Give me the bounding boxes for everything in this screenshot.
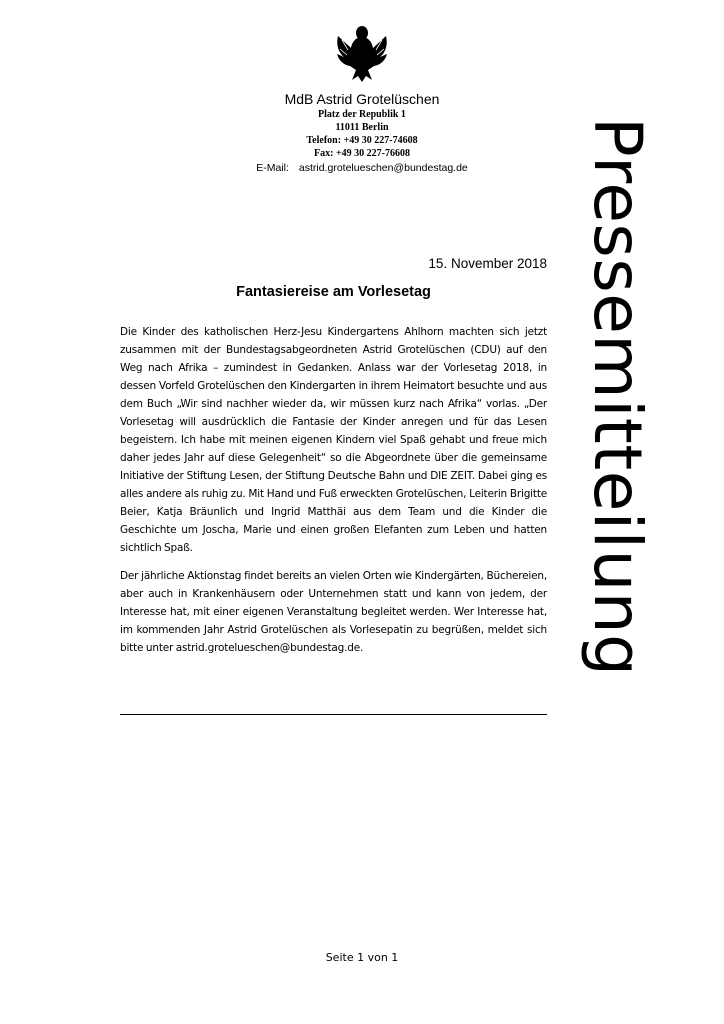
- letterhead: [200, 90, 524, 175]
- email-address: astrid.grotelueschen@bundestag.de: [298, 162, 468, 174]
- page-number: Seite 1 von 1: [325, 951, 399, 964]
- sender-city: 11011 Berlin: [335, 122, 389, 133]
- release-date: 15. November 2018: [428, 256, 547, 271]
- headline: Fantasiereise am Vorlesetag: [236, 284, 431, 300]
- paragraph-1: Die Kinder des katholischen Herz-Jesu Kindergartens Ahlhorn machten sich jetzt zusammen mit der Bundestagsabgeordneten Astrid Grotelüschen (CDU) auf den Weg nach Afrika – zumindest in Gedanken. Anlass war der Vorlesetag 2018, in dessen Vorfeld Grotelüschen den Kindergarten in ihrem Heimatort besuchte und aus dem Buch „Wir sind nachher wieder da, wir müssen kurz nach Afrika“ vorlas. „Der Vorlesetag will ausdrücklich die Fantasie der Kinder anregen und für das Lesen begeistern. Ich habe mit meinen eigenen Kindern viel Spaß gehabt und freue mich daher jedes Jahr auf diese Gelegenheit“ so die Abgeordnete über die gemeinsame Initiative der Stiftung Lesen, der Stiftung Deutsche Bahn und DIE ZEIT. Dabei ging es alles andere als ruhig zu. Mit Hand und Fuß erweckten Grotelüschen, Leiterin Brigitte Beier, Katja Bräunlich und Ingrid Matthäi aus dem Team und die Kinder die Geschichte um Joscha, Marie und einen großen Elefanten zum Leben und hatten sichtlich Spaß.: [120, 326, 547, 554]
- email-label: E-Mail:: [256, 162, 289, 174]
- press-release-body: [120, 323, 547, 657]
- paragraph-2: Der jährliche Aktionstag findet bereits an vielen Orten wie Kindergärten, Büchereien, aber auch in Krankenhäusern oder Unternehmen statt und kann von jedem, der Interesse hat, mit einer eigenen Veranstaltung begleitet werden. Wer Interesse hat, im kommenden Jahr Astrid Grotelüschen als Vorlesepatin zu begrüßen, meldet sich bitte unter astrid.grotelueschen@bundestag.de.: [120, 570, 547, 654]
- sender-fax: Fax: +49 30 227-76608: [314, 148, 410, 159]
- side-title-pressemitteilung: Pressemitteilung: [579, 117, 656, 677]
- federal-eagle-icon: [334, 24, 390, 84]
- divider-line: [120, 714, 547, 715]
- sender-name: MdB Astrid Grotelüschen: [284, 91, 440, 107]
- sender-phone: Telefon: +49 30 227-74608: [306, 135, 418, 146]
- sender-street: Platz der Republik 1: [318, 109, 406, 120]
- sender-email-line: [200, 161, 524, 175]
